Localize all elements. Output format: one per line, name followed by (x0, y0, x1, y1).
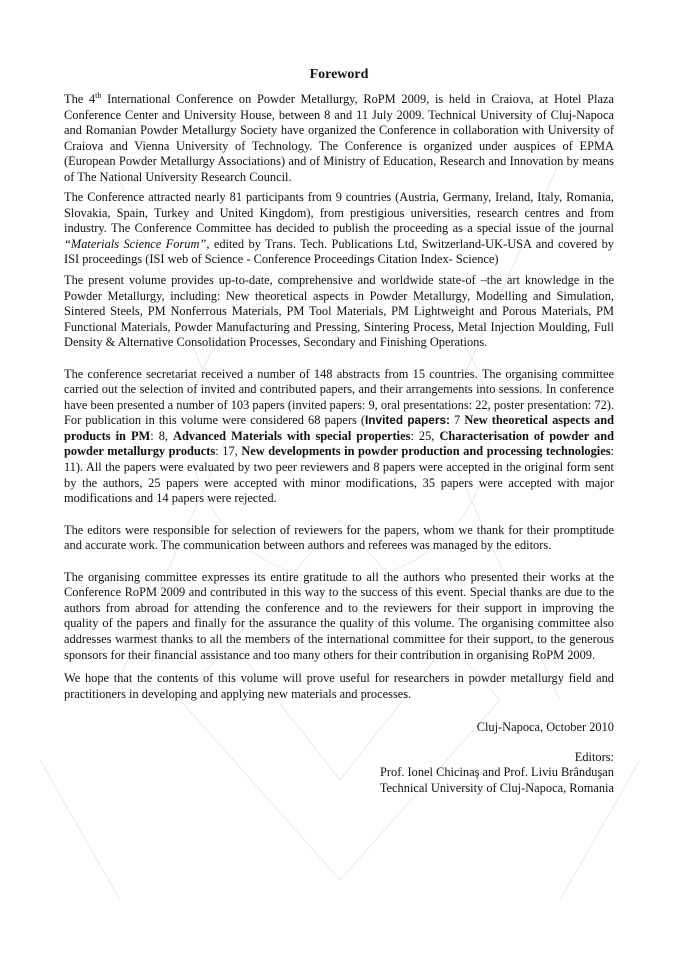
category-advanced-count: : 25, (410, 428, 440, 443)
paragraph-participants (64, 190, 614, 268)
paragraph-introduction (64, 92, 614, 185)
category-characterisation-count: : 17, (215, 444, 242, 459)
category-characterisation: Characterisation of powder and powder metallurgy products (64, 428, 614, 459)
paragraph-papers-statistics (64, 367, 614, 507)
paragraph-editors-role: The editors were responsible for selection of reviewers for the papers, whom we thank for their promptitude and accurate work. The communication between authors and referees was managed by the editors. (64, 522, 614, 553)
category-new-developments: New developments in powder production and processing technologies (241, 444, 611, 459)
paragraph-volume-scope: The present volume provides up-to-date, comprehensive and worldwide state-of –the art knowledge in the Powder Metallurgy, including: New theoretical aspects in Powder Metallurgy, Modelling and Simulation, Sintered Steels, PM Nonferrous Materials, PM Tool Materials, PM Lightweight and Porous Materials, PM Functional Materials, Powder Manufacturing and Pressing, Sintering Process, Metal Injection Moulding, Full Density & Alternative Consolidation Processes, Secondary and Finishing Operations. (64, 273, 614, 350)
participants-text-rest: edited by Trans. Tech. Publications Ltd, Switzerland-UK-USA and covered by ISI proceedings (ISI web of Science - Conference Proceedings Citation Index- Science) (64, 236, 614, 267)
category-theoretical-count: : 8, (150, 428, 174, 443)
place-and-date: Cluj-Napoca, October 2010 (476, 720, 614, 735)
participants-text-start: The Conference attracted nearly 81 participants from 9 countries (Austria, Germany, Ireland, Italy, Romania, Slovakia, Spain, Turkey and United Kingdom), from prestigious universities, research centres and from industry. The Conference Committee has decided to publish the proceeding as a special issue of the journal (64, 190, 614, 236)
ordinal-superscript: th (95, 90, 102, 100)
intro-text-start: The 4 (64, 92, 96, 106)
statistics-text-start: The conference secretariat received a number of 148 abstracts from 15 countries. The organising committee carried out the selection of invited and contributed papers, and their arrangements into sessions. In conference have been presented a number of 103 papers (invited papers: 9, oral presentations: 22, poster presentation: 72). For publication in this volume were considered 68 papers ( (64, 366, 614, 428)
paragraph-closing-wish: We hope that the contents of this volume will prove useful for researchers in powder metallurgy field and practitioners in developing and applying new materials and processes. (64, 671, 614, 701)
paragraph-acknowledgements: The organising committee expresses its entire gratitude to all the authors who presented their works at the Conference RoPM 2009 and contributed in this way to the success of this event. Special thanks are due to the authors from abroad for attending the conference and to the reviewers for their support in improving the quality of the papers and finally for the assurance the quality of this volume. The organising committee also addresses warmest thanks to all the members of the international committee for their support, to the generous sponsors for their financial assistance and too many others for their contribution in organising RoPM 2009. (64, 569, 614, 662)
intro-text-rest: International Conference on Powder Metallurgy, RoPM 2009, is held in Craiova, at Hotel Plaza Conference Center and University House, between 8 and 11 July 2009. Technical University of Cluj-Napoca and Romanian Powder Metallurgy Society have organized the Conference in collaboration with University of Craiova and Vienna University of Technology. The Conference is organized under auspices of EPMA (European Powder Metallurgy Associations) and of Ministry of Education, Research and Innovation by means of The National University Research Council. (64, 92, 614, 184)
invited-papers-count: 7 (449, 413, 465, 428)
category-advanced-materials: Advanced Materials with special properties (173, 428, 411, 443)
journal-name: “Materials Science Forum”, (64, 236, 210, 251)
statistics-text-rest: : 11). All the papers were evaluated by two peer reviewers and 8 papers were accepted in the original form sent by the authors, 25 papers were accepted with minor modifications, 35 papers were accepted with major modifications and 14 papers were rejected. (64, 444, 614, 506)
category-theoretical-aspects: New theoretical aspects and products in PM (64, 413, 614, 443)
editors-affiliation: Technical University of Cluj-Napoca, Romania (379, 780, 614, 795)
invited-papers-label: Invited papers: (365, 413, 450, 428)
foreword-page (64, 66, 614, 796)
page-title: Foreword (309, 67, 369, 82)
editors-label: Editors: (574, 749, 614, 764)
editors-names: Prof. Ionel Chicinaş and Prof. Liviu Brânduşan (379, 765, 614, 780)
